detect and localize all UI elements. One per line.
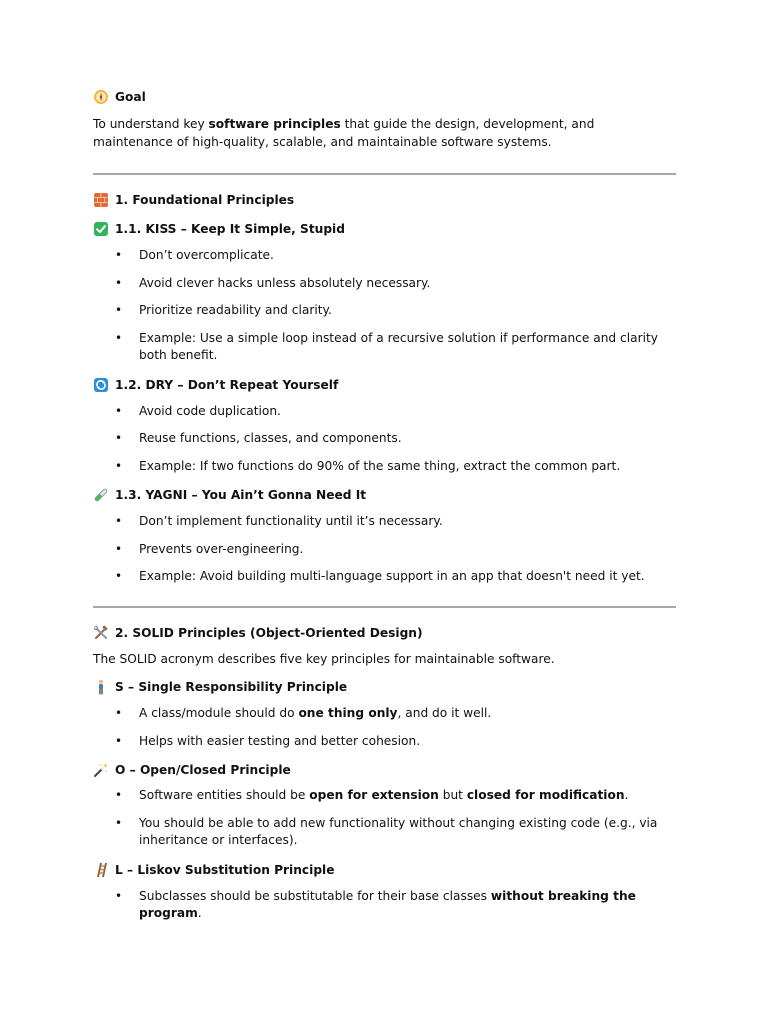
test-tube-icon [93, 487, 109, 503]
dry-list [93, 403, 676, 476]
lsp-heading [93, 861, 676, 879]
check-mark-button-icon [93, 221, 109, 237]
hammer-and-wrench-icon [93, 625, 109, 641]
kiss-list [93, 247, 676, 365]
list-item: • Example: If two functions do 90% of the same thing, extract the common part. [93, 458, 676, 476]
magic-wand-icon [93, 762, 109, 778]
yagni-heading [93, 486, 676, 504]
ocp-heading [93, 761, 676, 779]
document-page [93, 88, 676, 923]
lsp-title: L – Liskov Substitution Principle [115, 862, 335, 877]
section1-heading [93, 191, 676, 209]
list-item: • Software entities should be open for extension but closed for modification. [93, 787, 676, 805]
yagni-title: 1.3. YAGNI – You Ain’t Gonna Need It [115, 488, 367, 502]
list-item: • Avoid clever hacks unless absolutely necessary. [93, 275, 676, 293]
list-item: • Prevents over-engineering. [93, 541, 676, 559]
srp-title: S – Single Responsibility Principle [115, 680, 348, 694]
kiss-heading [93, 220, 676, 238]
list-item: • Don’t implement functionality until it’s necessary. [93, 513, 676, 531]
bricks-icon [93, 192, 109, 208]
ocp-list [93, 787, 676, 850]
list-item: • Example: Use a simple loop instead of a recursive solution if performance and clarity both benefit. [93, 330, 676, 365]
dry-heading [93, 376, 676, 394]
list-item: • Reuse functions, classes, and components. [93, 430, 676, 448]
list-item: • Helps with easier testing and better cohesion. [93, 733, 676, 751]
kiss-title: 1.1. KISS – Keep It Simple, Stupid [115, 222, 345, 236]
list-item: • You should be able to add new functionality without changing existing code (e.g., via inheritance or interfaces). [93, 815, 676, 850]
ocp-title: O – Open/Closed Principle [115, 763, 291, 777]
divider [93, 173, 676, 175]
divider [93, 606, 676, 608]
section2-title: 2. SOLID Principles (Object-Oriented Design) [115, 625, 423, 640]
goal-heading [93, 88, 676, 106]
repeat-icon [93, 377, 109, 393]
section2-heading [93, 624, 676, 642]
list-item: • Don’t overcomplicate. [93, 247, 676, 265]
srp-list [93, 705, 676, 750]
solid-intro: The SOLID acronym describes five key principles for maintainable software. [93, 651, 555, 666]
yagni-list [93, 513, 676, 586]
goal-text: To understand key software principles that guide the design, development, and maintenance of high-quality, scalable, and maintainable software systems. [93, 117, 595, 149]
srp-heading [93, 678, 676, 696]
ladder-icon [93, 862, 109, 878]
lsp-list [93, 888, 676, 923]
dry-title: 1.2. DRY – Don’t Repeat Yourself [115, 377, 339, 392]
compass-icon [93, 89, 109, 105]
person-standing-icon [93, 679, 109, 695]
goal-title: Goal [115, 90, 146, 104]
list-item: • Subclasses should be substitutable for their base classes without breaking the program. [93, 888, 676, 923]
list-item: • Avoid code duplication. [93, 403, 676, 421]
list-item: • Prioritize readability and clarity. [93, 302, 676, 320]
section1-title: 1. Foundational Principles [115, 193, 295, 207]
list-item: • A class/module should do one thing only, and do it well. [93, 705, 676, 723]
list-item: • Example: Avoid building multi-language support in an app that doesn't need it yet. [93, 568, 676, 586]
